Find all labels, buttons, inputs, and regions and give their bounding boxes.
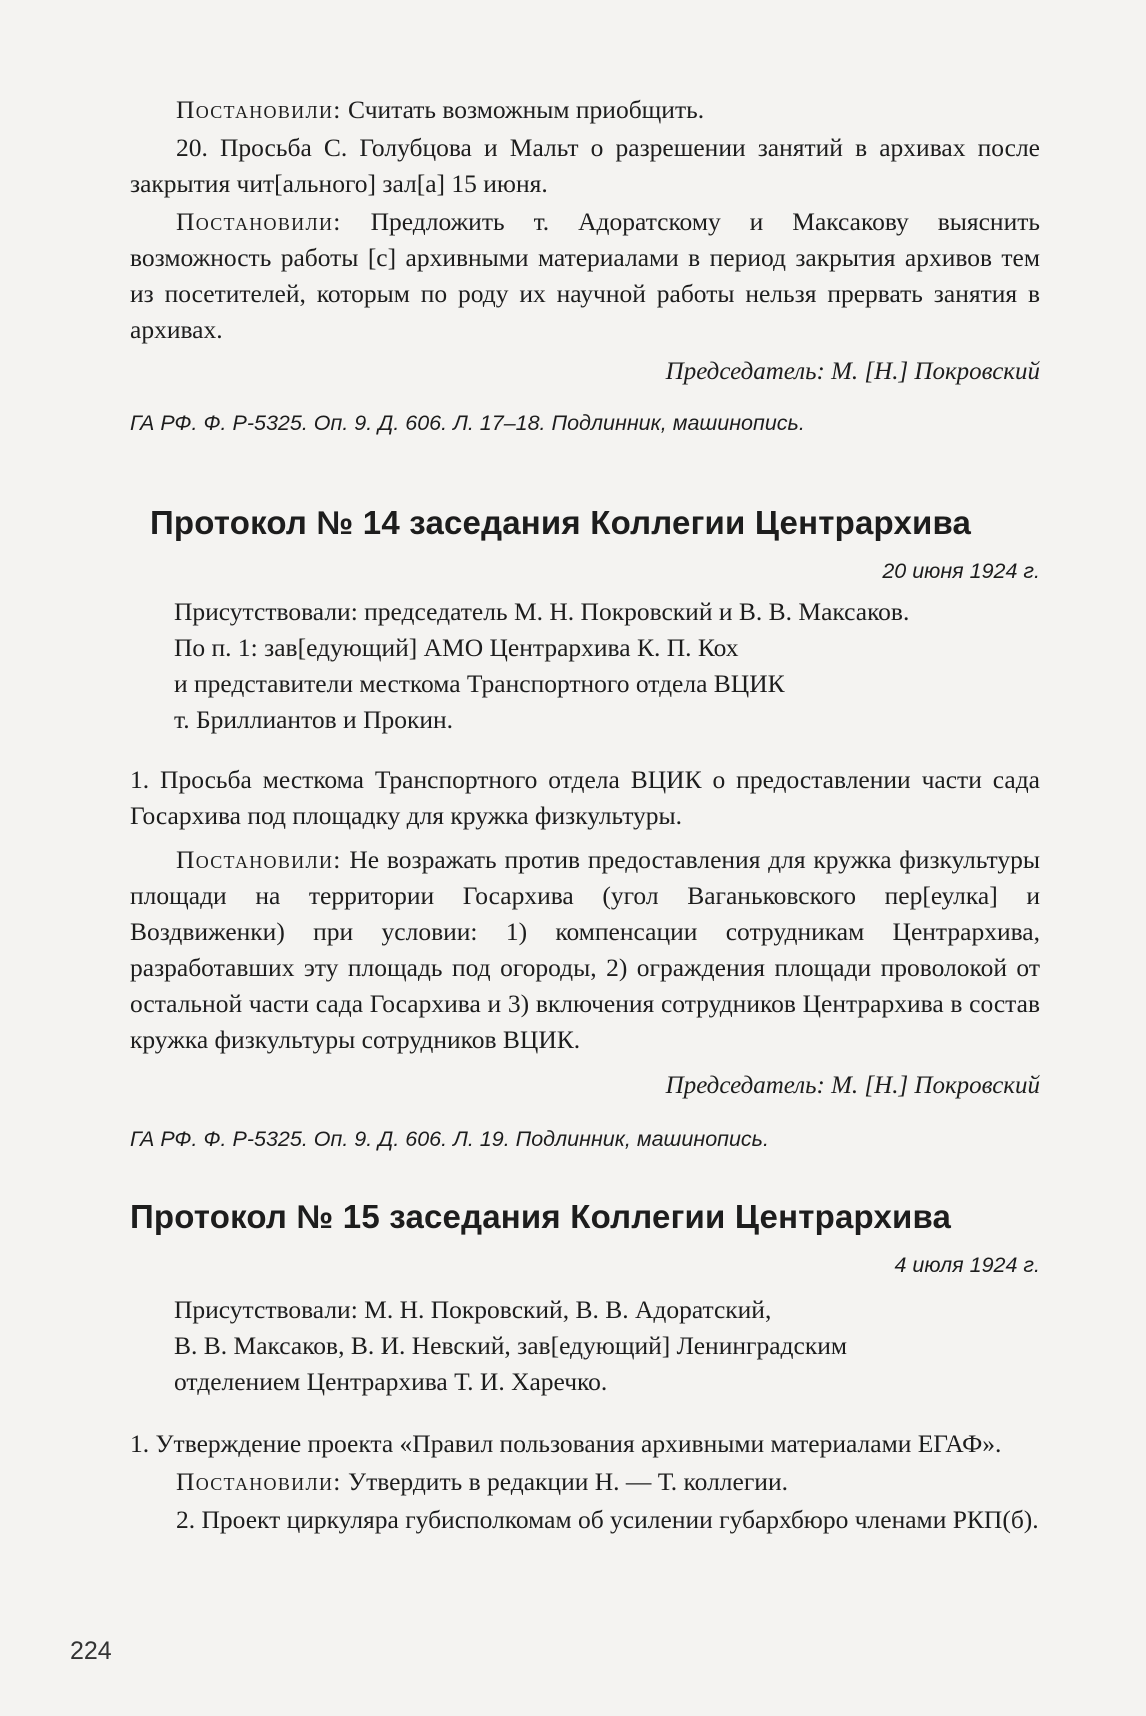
decision-paragraph — [130, 92, 1040, 128]
agenda-item-1: 1. Просьба месткома Транспортного отдела ВЦИК о предоставлении части сада Госархива под площадку для кружка физкультуры. — [130, 765, 1040, 830]
decision-text: Не возражать против предоставления для кружка физкультуры площади на территории Госархива (угол Ваганьковского пер[еулка] и Воздвиженки) при условии: 1) компенсации сотрудникам Центрархива, разработавших эту площадь под огороды, 2) ограждения площади проволокой от остальной части сада Госархива и 3) включения сотрудников Центрархива в состав кружка физкультуры сотрудников ВЦИК. — [130, 845, 1040, 1054]
protocol-14-date: 20 июня 1924 г. — [882, 559, 1040, 583]
decision-paragraph — [130, 842, 1040, 1058]
decision-label: Постановили: — [176, 95, 342, 124]
decision-text: Предложить т. Адоратскому и Максакову выяснить возможность работы [с] архивными материалами в период закрытия архивов тем из посетителей, которым по роду их научной работы нельзя прервать занятия в архивах. — [130, 207, 1040, 344]
agenda-item-1: 1. Утверждение проекта «Правил пользования архивными материалами ЕГАФ». — [130, 1429, 1002, 1458]
decision-label: Постановили: — [176, 207, 342, 236]
attendees-line: Присутствовали: председатель М. Н. Покровский и В. В. Максаков. — [174, 597, 910, 626]
agenda-item-2: 2. Проект циркуляра губисполкомам об усилении губархбюро членами РКП(б). — [176, 1505, 1039, 1534]
attendees-line: отделением Центрархива Т. И. Харечко. — [174, 1367, 608, 1396]
attendees-line: По п. 1: зав[едующий] АМО Центрархива К. П. Кох — [174, 633, 739, 662]
protocol-15-heading: Протокол № 15 заседания Коллегии Центрархива — [130, 1198, 952, 1235]
archive-source: ГА РФ. Ф. Р-5325. Оп. 9. Д. 606. Л. 19. Подлинник, машинопись. — [130, 1127, 769, 1151]
protocol-15-date: 4 июля 1924 г. — [894, 1253, 1040, 1277]
attendees-line: т. Бриллиантов и Прокин. — [174, 705, 454, 734]
decision-label: Постановили: — [176, 1467, 342, 1496]
decision-paragraph — [130, 1464, 1040, 1500]
protocol-14-heading: Протокол № 14 заседания Коллегии Центрархива — [150, 504, 972, 541]
decision-text: Утвердить в редакции Н. — Т. коллегии. — [341, 1467, 788, 1496]
document-page — [130, 92, 1040, 1702]
attendees-line: Присутствовали: М. Н. Покровский, В. В. Адоратский, — [174, 1295, 772, 1324]
chairman-signature: Председатель: М. [Н.] Покровский — [665, 358, 1040, 385]
attendees-line: и представители месткома Транспортного отдела ВЦИК — [174, 669, 785, 698]
request-item-20: 20. Просьба С. Голубцова и Мальт о разрешении занятий в архивах после закрытия чит[ального] зал[а] 15 июня. — [130, 133, 1040, 198]
decision-paragraph — [130, 204, 1040, 348]
decision-text: Считать возможным приобщить. — [341, 95, 705, 124]
archive-source: ГА РФ. Ф. Р-5325. Оп. 9. Д. 606. Л. 17–18. Подлинник, машинопись. — [130, 411, 805, 435]
chairman-signature: Председатель: М. [Н.] Покровский — [665, 1072, 1040, 1099]
page-number: 224 — [70, 1637, 112, 1665]
decision-label: Постановили: — [176, 845, 342, 874]
attendees-line: В. В. Максаков, В. И. Невский, зав[едующий] Ленинградским — [174, 1331, 847, 1360]
